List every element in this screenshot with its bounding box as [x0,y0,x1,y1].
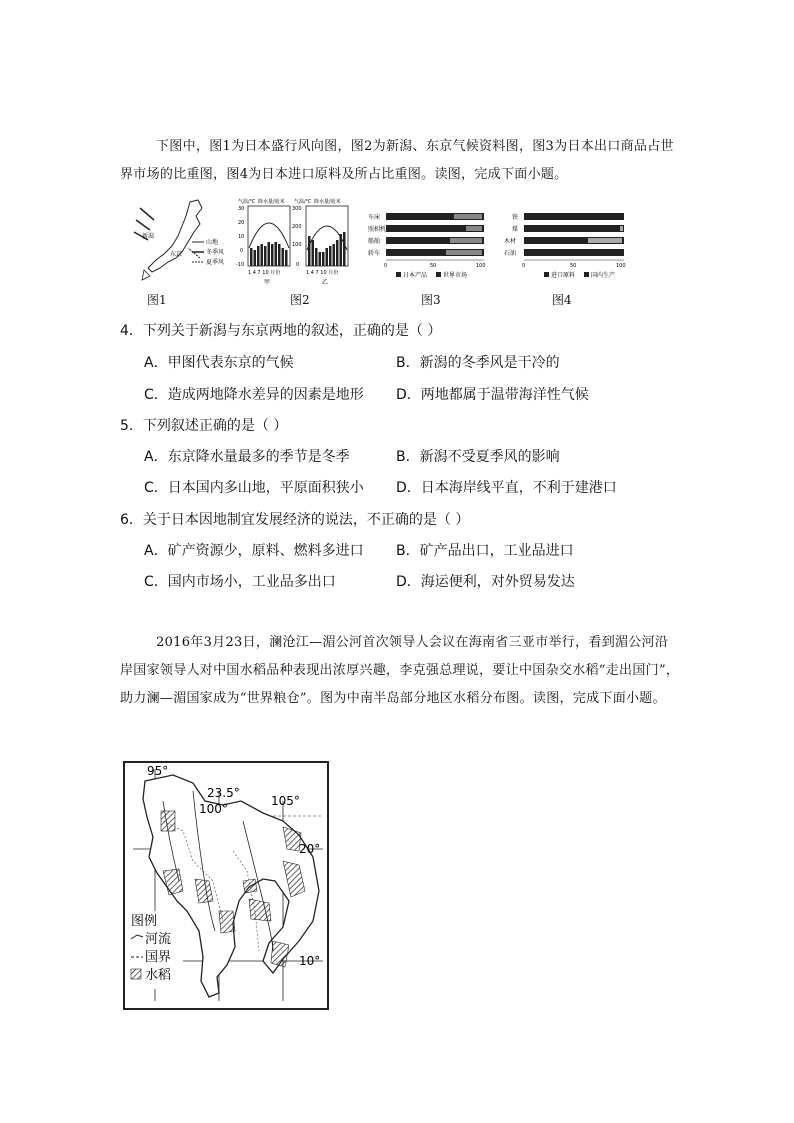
label-tokyo: 东京 [170,251,183,258]
tick-20: 20 [238,220,245,226]
question-5-option-c[interactable]: C．日本国内多山地，平原面积狭小 [144,480,364,496]
tick-30: 30 [238,206,245,212]
fig3-cat-lathe: 车床 [368,214,381,221]
question-6-option-c[interactable]: C．国内市场小，工业品多出口 [144,574,336,590]
header-temp-left: 气温/℃ [238,199,256,205]
fig4-legend-import: 进口原料 [551,272,576,279]
question-5-option-b[interactable]: B．新潟不受夏季风的影响 [396,449,560,465]
fig4-cat-iron: 铁 [512,214,519,221]
months-right: 1 4 7 10 月份 [306,270,339,276]
question-6-option-d[interactable]: D．海运便利，对外贸易发达 [396,574,575,590]
question-5-stem: 5．下列叙述正确的是（ ） [120,418,288,434]
lon-100: 100° [199,802,228,816]
legend-winter-wind: 冬季风 [206,249,225,256]
figure-4-caption: 图4 [552,293,572,307]
fig4-cat-oil: 石油 [504,250,517,257]
fig3-cat-car: 轿车 [368,250,381,257]
legend-mountain: 山地 [206,239,219,246]
fig4-cat-wood: 木材 [504,238,517,245]
fig3-legend-world: 世界市场 [443,272,468,279]
lat-20: 20° [299,842,321,856]
map-legend-title: 图例 [131,914,158,929]
tick-precip-0: 0 [296,262,300,268]
intro-paragraph-2: 2016年3月23日，澜沧江—湄公河首次领导人会议在海南省三亚市举行，看到湄公河沿岸国家领导人对中国水稻品种表现出浓厚兴趣，李克强总理说，要让中国杂交水稻“走出国门”，助力澜—湄国家成为“世界粮仓”。图为中南半岛部分地区水稻分布图。读图，完成下面小题。 [120,635,680,706]
map-legend-border: 国界 [145,950,172,965]
question-4-option-a[interactable]: A．甲图代表东京的气候 [144,355,294,371]
fig4-axis-0: 0 [522,263,526,269]
figure-2-climate-charts [236,196,360,288]
months-left: 1 4 7 10 月份 [248,270,281,276]
tick-100: 100 [292,242,302,248]
fig3-legend-japan: 日本产品 [403,272,428,279]
figure-3-caption: 图3 [421,293,441,307]
fig4-axis-50: 50 [570,263,577,269]
fig4-cat-coal: 煤 [512,226,519,233]
fig4-axis-100: 100 [616,263,626,269]
tick-minus10: -10 [236,262,245,268]
tick-200: 200 [292,224,302,230]
lat-23-5: 23.5° [207,786,240,800]
question-6-stem: 6．关于日本因地制宜发展经济的说法，不正确的是（ ） [120,512,470,528]
fig3-axis-0: 0 [384,263,388,269]
header-precip-right: 降水量/毫米 [314,199,341,205]
lon-105: 105° [271,794,300,808]
figure-2-caption: 图2 [290,293,310,307]
label-niigata: 新潟 [142,233,155,240]
legend-summer-wind: 夏季风 [206,259,225,266]
header-temp-right: 气温/℃ [294,199,312,205]
lon-95: 95° [147,764,169,778]
panel-label-jia: 甲 [264,279,271,286]
fig3-cat-ship: 船舶 [368,238,381,245]
fig3-axis-100: 100 [476,263,486,269]
tick-10: 10 [238,234,245,240]
question-4-stem: 4．下列关于新潟与东京两地的叙述，正确的是（ ） [120,323,442,339]
fig3-cat-camera: 照相机 [368,226,387,233]
map-legend-rice: 水稻 [145,968,172,983]
panel-label-yi: 乙 [322,279,329,286]
tick-0: 0 [240,248,244,254]
question-4-option-b[interactable]: B．新潟的冬季风是干冷的 [396,355,560,371]
question-4-option-d[interactable]: D．两地都属于温带海洋性气候 [396,387,589,403]
tick-300: 300 [292,206,302,212]
map-legend-river: 河流 [145,932,172,947]
question-5-option-a[interactable]: A．东京降水量最多的季节是冬季 [144,449,350,465]
figure-1-caption: 图1 [147,293,167,307]
header-precip-left: 降水量/毫米 [258,199,285,205]
figure-3-export-share-chart [366,210,496,282]
question-6-option-a[interactable]: A．矿产资源少，原料、燃料多进口 [144,543,364,559]
question-5-option-d[interactable]: D．日本海岸线平直，不利于建港口 [396,480,617,496]
question-6-option-b[interactable]: B．矿产品出口，工业品进口 [396,543,574,559]
question-4-option-c[interactable]: C．造成两地降水差异的因素是地形 [144,387,364,403]
fig3-axis-50: 50 [430,263,437,269]
figure-4-import-share-chart [502,210,632,282]
lat-10: 10° [299,954,321,968]
intro-paragraph-1: 下图中，图1为日本盛行风向图，图2为新潟、东京气候资料图，图3为日本出口商品占世界市场的比重图，图4为日本进口原料及所占比重图。读图，完成下面小题。 [120,139,674,182]
fig4-legend-domestic: 国内生产 [591,272,616,279]
figure-1-japan-wind-map [130,198,240,283]
indochina-rice-map [123,761,329,1011]
